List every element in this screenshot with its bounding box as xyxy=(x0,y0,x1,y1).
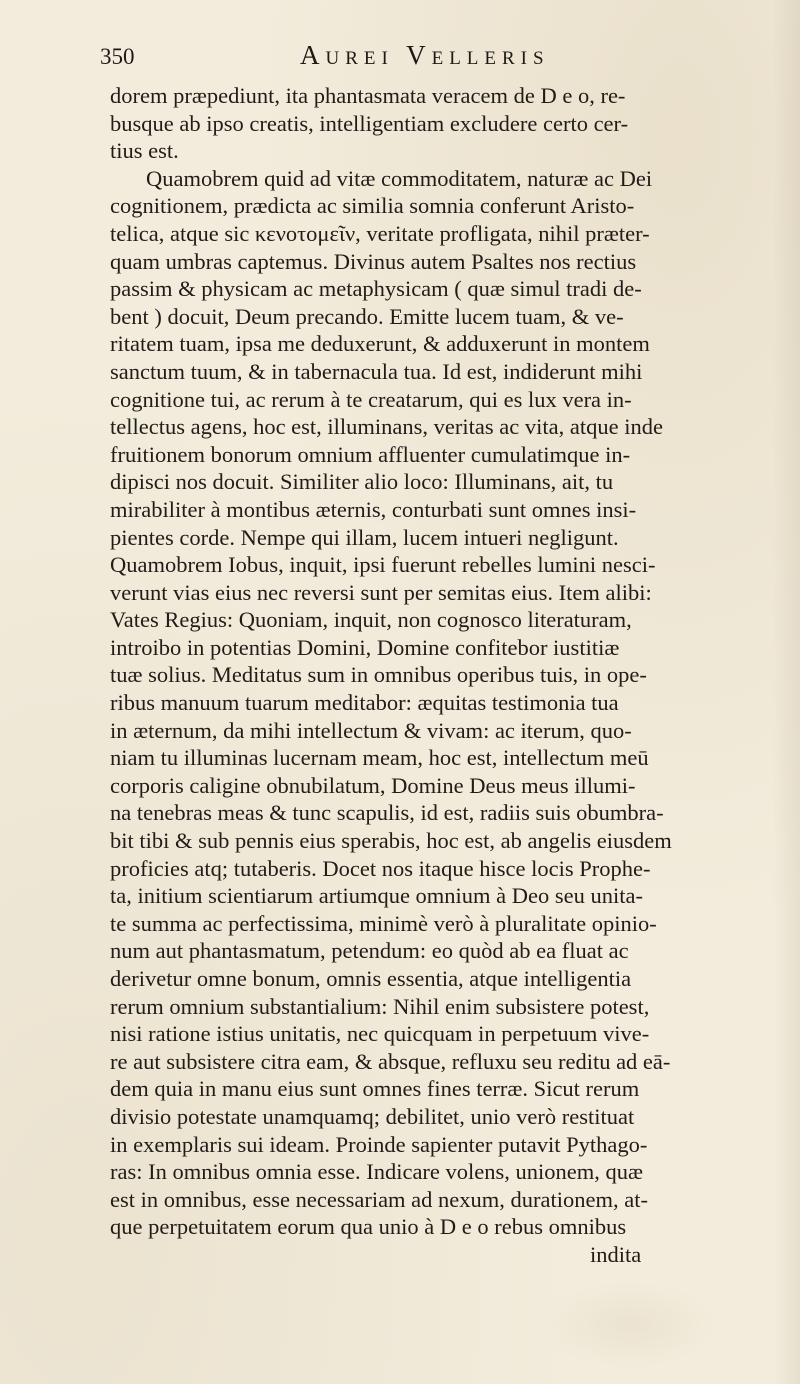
text-line: sanctum tuum, & in tabernacula tua. Id est, indiderunt mihi xyxy=(110,358,643,384)
text-line: Quamobrem quid ad vitæ commoditatem, naturæ ac Dei xyxy=(146,165,653,191)
text-line: est in omnibus, esse necessariam ad nexum, durationem, at- xyxy=(110,1186,648,1212)
text-line: pientes corde. Nempe qui illam, lucem intueri negligunt. xyxy=(110,524,619,550)
text-line: telica, atque sic κενοτομεῖν, veritate profligata, nihil præter- xyxy=(110,220,650,246)
text-line: ras: In omnibus omnia esse. Indicare volens, unionem, quæ xyxy=(110,1159,644,1185)
page-header xyxy=(100,40,740,80)
text-line: niam tu illuminas lucernam meam, hoc est, intellectum meū xyxy=(110,745,649,771)
text-line: fruitionem bonorum omnium affluenter cumulatimque in- xyxy=(110,441,631,467)
text-line: dipisci nos docuit. Similiter alio loco: Illuminans, ait, tu xyxy=(110,469,614,495)
text-line: bit tibi & sub pennis eius sperabis, hoc est, ab angelis eiusdem xyxy=(110,828,672,854)
text-line: passim & physicam ac metaphysicam ( quæ simul tradi de- xyxy=(110,276,642,302)
page-edge-shadow xyxy=(772,0,800,1384)
text-line: te summa ac perfectissima, minimè verò à pluralitate opinio- xyxy=(110,910,657,936)
text-line: quam umbras captemus. Divinus autem Psaltes nos rectius xyxy=(110,248,637,274)
text-line: dem quia in manu eius sunt omnes fines terræ. Sicut rerum xyxy=(110,1076,640,1102)
text-line: corporis caligine obnubilatum, Domine Deus meus illumi- xyxy=(110,772,636,798)
body-text xyxy=(110,82,750,1269)
text-line: proficies atq; tutaberis. Docet nos itaque hisce locis Prophe- xyxy=(110,855,651,881)
running-title: Aurei Velleris xyxy=(300,40,550,70)
text-line: tuæ solius. Meditatus sum in omnibus operibus tuis, in ope- xyxy=(110,662,647,688)
text-line: mirabiliter à montibus æternis, conturbati sunt omnes insi- xyxy=(110,496,637,522)
text-line: cognitione tui, ac rerum à te creatarum, qui es lux vera in- xyxy=(110,386,632,412)
text-line: tius est. xyxy=(110,138,179,164)
text-line: divisio potestate unamquamq; debilitet, unio verò restituat xyxy=(110,1103,635,1129)
text-line: ritatem tuam, ipsa me deduxerunt, & adduxerunt in montem xyxy=(110,331,650,357)
page-number: 350 xyxy=(100,44,135,69)
text-line: verunt vias eius nec reversi sunt per semitas eius. Item alibi: xyxy=(110,579,652,605)
text-line: in æternum, da mihi intellectum & vivam: ac iterum, quo- xyxy=(110,717,632,743)
text-line: nisi ratione istius unitatis, nec quicquam in perpetuum vive- xyxy=(110,1021,650,1047)
text-line: que perpetuitatem eorum qua unio à D e o rebus omnibus xyxy=(110,1214,627,1240)
paper-stain xyxy=(540,1280,720,1370)
text-line: derivetur omne bonum, omnis essentia, atque intelligentia xyxy=(110,966,632,991)
text-line: re aut subsistere citra eam, & absque, refluxu seu reditu ad eā- xyxy=(110,1048,671,1074)
text-line: ribus manuum tuarum meditabor: æquitas testimonia tua xyxy=(110,690,619,716)
text-line: Quamobrem Iobus, inquit, ipsi fuerunt rebelles lumini nesci- xyxy=(110,552,656,578)
text-line: introibo in potentias Domini, Domine confitebor iustitiæ xyxy=(110,634,620,660)
text-line: cognitionem, prædicta ac similia somnia conferunt Aristo- xyxy=(110,193,635,219)
text-line: busque ab ipso creatis, intelligentiam excludere certo cer- xyxy=(110,110,629,136)
text-line: na tenebras meas & tunc scapulis, id est, radiis suis obumbra- xyxy=(110,800,664,826)
text-line: bent ) docuit, Deum precando. Emitte lucem tuam, & ve- xyxy=(110,303,624,329)
text-line: ta, initium scientiarum artiumque omnium à Deo seu unita- xyxy=(110,883,644,909)
text-line: num aut phantasmatum, petendum: eo quòd ab ea fluat ac xyxy=(110,938,629,964)
text-line: Vates Regius: Quoniam, inquit, non cognosco literaturam, xyxy=(110,607,632,633)
catchword: indita xyxy=(590,1241,642,1267)
text-line: rerum omnium substantialium: Nihil enim subsistere potest, xyxy=(110,993,650,1019)
text-line: dorem præpediunt, ita phantasmata veracem de D e o, re- xyxy=(110,83,626,108)
text-line: tellectus agens, hoc est, illuminans, veritas ac vita, atque inde xyxy=(110,414,663,440)
text-line: in exemplaris sui ideam. Proinde sapienter putavit Pythago- xyxy=(110,1131,648,1157)
